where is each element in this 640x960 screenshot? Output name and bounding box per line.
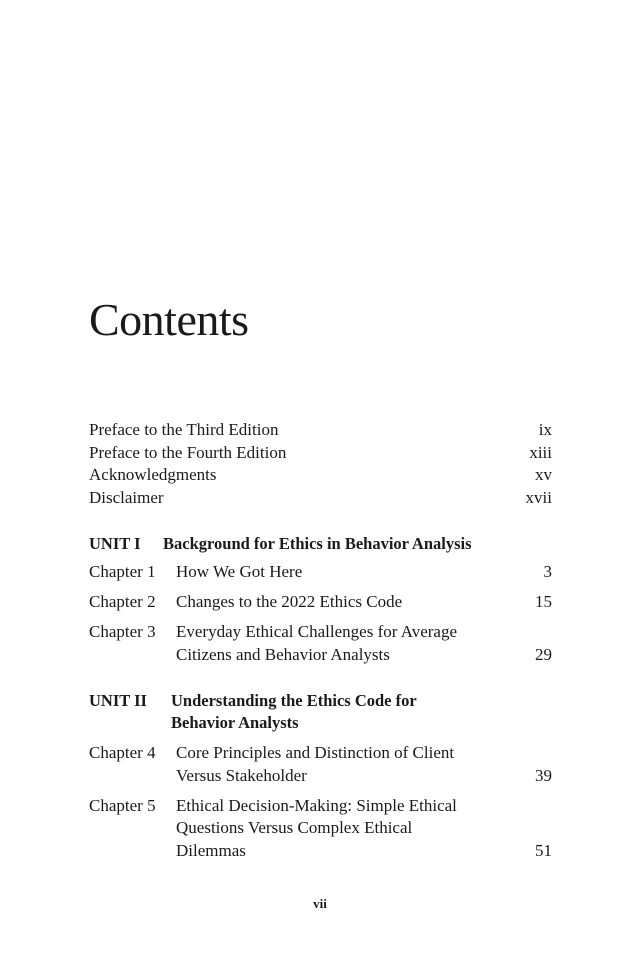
chapter-label: Chapter 5 bbox=[89, 795, 156, 815]
chapter-label: Chapter 4 bbox=[89, 743, 156, 762]
toc-entry-chapter-4[interactable] bbox=[89, 742, 552, 787]
chapter-title: Changes to the 2022 Ethics Code bbox=[176, 592, 403, 611]
toc-entry-page: ix bbox=[538, 420, 552, 439]
unit-title: Background for Ethics in Behavior Analysis bbox=[163, 534, 472, 553]
page-title: Contents bbox=[89, 294, 249, 345]
unit-label: UNIT II bbox=[89, 691, 147, 710]
toc-entry-preface-third[interactable] bbox=[89, 419, 552, 442]
table-of-contents bbox=[89, 419, 552, 870]
toc-entry-chapter-3[interactable] bbox=[89, 621, 552, 666]
page-number: vii bbox=[313, 896, 327, 911]
unit-title: Understanding the Ethics Code for Behavior Analysts bbox=[171, 691, 417, 732]
toc-entry-disclaimer[interactable] bbox=[89, 487, 552, 510]
toc-entry-acknowledgments[interactable] bbox=[89, 464, 552, 487]
chapter-title: Ethical Decision-Making: Simple Ethical Questions Versus Complex Ethical Dilemmas bbox=[176, 795, 457, 860]
unit-label: UNIT I bbox=[89, 534, 141, 553]
chapter-page: 51 bbox=[535, 840, 552, 860]
chapter-page: 29 bbox=[535, 644, 552, 664]
chapter-title: Everyday Ethical Challenges for Average Citizens and Behavior Analysts bbox=[176, 622, 458, 664]
chapter-page: 15 bbox=[535, 592, 552, 611]
toc-entry-preface-fourth[interactable] bbox=[89, 442, 552, 465]
chapter-title: How We Got Here bbox=[176, 562, 303, 581]
chapter-label: Chapter 3 bbox=[89, 622, 156, 641]
toc-entry-chapter-5[interactable] bbox=[89, 795, 552, 863]
toc-entry-page: xv bbox=[535, 465, 552, 484]
chapter-page: 39 bbox=[535, 765, 552, 785]
toc-entry-page: xvii bbox=[525, 487, 552, 507]
chapter-label: Chapter 1 bbox=[89, 562, 156, 581]
toc-entry-chapter-2[interactable] bbox=[89, 591, 552, 614]
toc-entry-title: Preface to the Fourth Edition bbox=[89, 442, 287, 462]
toc-entry-page: xiii bbox=[529, 442, 552, 462]
unit-heading-1 bbox=[89, 533, 552, 561]
toc-entry-title: Preface to the Third Edition bbox=[89, 420, 279, 439]
toc-entry-title: Acknowledgments bbox=[89, 465, 217, 484]
unit-heading-2 bbox=[89, 690, 552, 734]
chapter-title: Core Principles and Distinction of Client Versus Stakeholder bbox=[176, 743, 455, 785]
toc-entry-title: Disclaimer bbox=[89, 487, 164, 507]
toc-entry-chapter-1[interactable] bbox=[89, 561, 552, 584]
chapter-label: Chapter 2 bbox=[89, 592, 156, 611]
chapter-page: 3 bbox=[543, 562, 552, 581]
